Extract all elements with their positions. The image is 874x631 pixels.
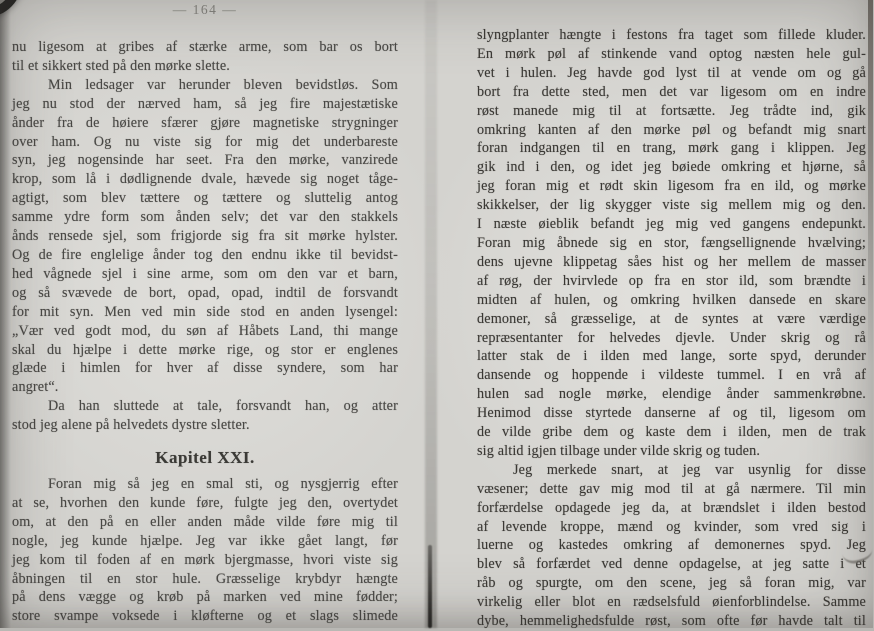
text-line: syn, jeg nogensinde har seet. Fra den mørke, vanzirede <box>12 152 398 169</box>
text-line: „Vær ved godt mod, du søn af Håbets Land, thi mange <box>12 322 398 339</box>
text-line: En mørk pøl af stinkende vand optog næsten hele gul- <box>477 45 866 62</box>
text-line: glæde i himlen for hver af disse syndere, som har <box>12 360 398 377</box>
text-line: råb og spurgte, om den scene, jeg så foran mig, var <box>477 575 866 592</box>
text-line: Henimod disse styrtede danserne af og til, ligesom om <box>477 405 866 422</box>
text-line: forfærdelse opdagede jeg da, at brændslet i ilden bestod <box>477 499 866 516</box>
page-number-header: — 164 — <box>172 2 238 17</box>
paragraph <box>12 397 398 435</box>
text-line: Da han sluttede at tale, forsvandt han, og atter <box>48 398 398 415</box>
text-line: dybe, hemmelighedsfulde røst, som ofte før havde talt til <box>477 613 866 630</box>
text-line: midten af hulen, og omkring hvilken dansede en skare <box>477 291 866 308</box>
text-line: jeg kom til foden af en mørk bjergmasse, hvori viste sig <box>12 551 398 568</box>
text-line: væsener; dette gav mig mod til at gå nærmere. Til min <box>477 480 866 497</box>
text-line: hed vågnede sjel i sine arme, som om den var et barn, <box>12 265 398 282</box>
paragraph <box>477 461 866 631</box>
text-line: angret“. <box>12 379 59 396</box>
text-line: jeg nu stod der nærved ham, så jeg fire majestætiske <box>12 95 398 112</box>
text-line: jeg foran mig et rødt skin ligesom fra en ild, og mørke <box>477 178 866 195</box>
text-line: de vilde gribe dem og kaste dem i ilden, men de trak <box>477 424 866 441</box>
text-line: ånds rensede sjel, som frigjorde sig fra sit mørke hylster. <box>12 228 398 245</box>
text-line: vet i hulen. Jeg havde god lyst til at vende om og gå <box>477 64 866 81</box>
scan-edge-left <box>0 0 11 628</box>
text-line: agtigt, som blev tættere og tættere og sluttelig antog <box>12 190 398 207</box>
text-line: bort fra dette sted, men det var ligesom om en indre <box>477 83 866 100</box>
binding-shadow-line <box>428 545 432 628</box>
text-line: gik ind i den, og idet jeg bøiede omkring et hjørne, så <box>477 159 866 176</box>
text-line: I næste øieblik befandt jeg mig ved gangens endepunkt. <box>477 216 866 233</box>
book-page-left <box>12 0 398 628</box>
text-line: virkelig eller blot en rædselsfuld øienforblindelse. Samme <box>477 594 866 611</box>
page-number-header <box>477 0 866 2</box>
text-line: demoner, så græsselige, at de syntes at være værdige <box>477 310 866 327</box>
text-line: hulen sad nogle mørke, elendige ånder sammenkrøbne. <box>477 386 866 403</box>
text-line: røst manede mig til at fortsætte. Jeg trådte ind, gik <box>477 102 866 119</box>
text-line: om, at den på en eller anden måde vilde føre mig til <box>12 513 398 530</box>
chapter-heading: Kapitel XXI. <box>155 448 255 468</box>
text-line: Foran mig så jeg en smal sti, og nysgjerrig efter <box>48 476 398 493</box>
book-page-right <box>477 0 866 628</box>
text-line: samme ydre form som ånden selv; det var den stakkels <box>12 209 398 226</box>
text-line: Og de fire englelige ånder tog den endnu ikke til bevidst- <box>12 246 398 263</box>
text-line: skal du hjælpe i dette mørke rige, og stor er englenes <box>12 341 398 358</box>
text-line: latter stak de i ilden med lange, sorte spyd, derunder <box>477 348 866 365</box>
text-line: og så svævede de bort, opad, opad, indtil de forsvandt <box>12 284 398 301</box>
text-line: på dens vægge og krøb på marken ved mine fødder; <box>12 589 398 606</box>
scan-edge-right <box>868 0 873 400</box>
page-body <box>477 26 866 631</box>
text-line: at se, hvorhen den kunde føre, fulgte jeg den, overtydet <box>12 494 398 511</box>
text-line: af levende kroppe, mænd og kvinder, som vred sig i <box>477 518 866 535</box>
text-line: krop, som lå i dødlignende dvale, hævede sig noget tåge- <box>12 171 398 188</box>
text-line: sig altid igjen tilbage under vilde skrig og tuden. <box>477 442 761 459</box>
text-line: til et sikkert sted på den mørke slette. <box>12 57 230 74</box>
paragraph <box>477 26 866 461</box>
text-line: skikkelser, der lig skygger viste sig mellem mig og den. <box>477 197 866 214</box>
page-gutter-shadow <box>425 0 437 628</box>
paragraph <box>12 475 398 626</box>
text-line: af røg, der hvirvlede op fra en stor ild, som brændte i <box>477 272 866 289</box>
text-line: foran indgangen til en trang, mørk gang i klippen. Jeg <box>477 140 866 157</box>
text-line: Min ledsager var herunder bleven bevidstløs. Som <box>48 76 398 93</box>
text-line: over ham. Og nu viste sig for mig det underbareste <box>12 133 398 150</box>
paragraph <box>12 38 398 76</box>
text-line: Foran mig åbnede sig en stor, fængsellignende hvælving; <box>477 234 866 251</box>
page-body <box>12 38 398 626</box>
text-line: slyngplanter hængte i festons fra taget som fillede kluder. <box>477 27 866 43</box>
text-line: nogle, jeg kunde hjælpe. Jeg var ikke gået langt, før <box>12 532 398 549</box>
text-line: omkring kanten af den mørke pøl og befandt mig snart <box>477 121 866 138</box>
text-line: stod jeg alene på helvedets dystre sletter. <box>12 417 250 434</box>
text-line: dansende og hoppende i vildeste tummel. I en vrå af <box>477 367 866 384</box>
text-line: for mit syn. Men ved min side stod en anden lysengel: <box>12 303 398 320</box>
text-line: store svampe voksede i kløfterne og et slags slimede <box>12 608 398 625</box>
text-line: nu ligesom at gribes af stærke arme, som bar os bort <box>12 39 398 55</box>
text-line: ånder fra de høiere sfærer gjøre magnetiske strygninger <box>12 114 398 131</box>
text-line: repræsentanter for helvedes djevle. Under skrig og rå <box>477 329 866 346</box>
text-line: åbningen til en stor hule. Græsselige krybdyr hængte <box>12 570 398 587</box>
text-line: blev så forfærdet ved denne opdagelse, at jeg satte i et <box>477 556 866 573</box>
text-line: Jeg merkede snart, at jeg var usynlig for disse <box>513 461 866 478</box>
paragraph <box>12 76 398 397</box>
text-line: luerne og kastedes omkring af demonernes spyd. Jeg <box>477 537 866 554</box>
text-line: dens ujevne klippetag såes hist og her mellem de masser <box>477 253 866 270</box>
